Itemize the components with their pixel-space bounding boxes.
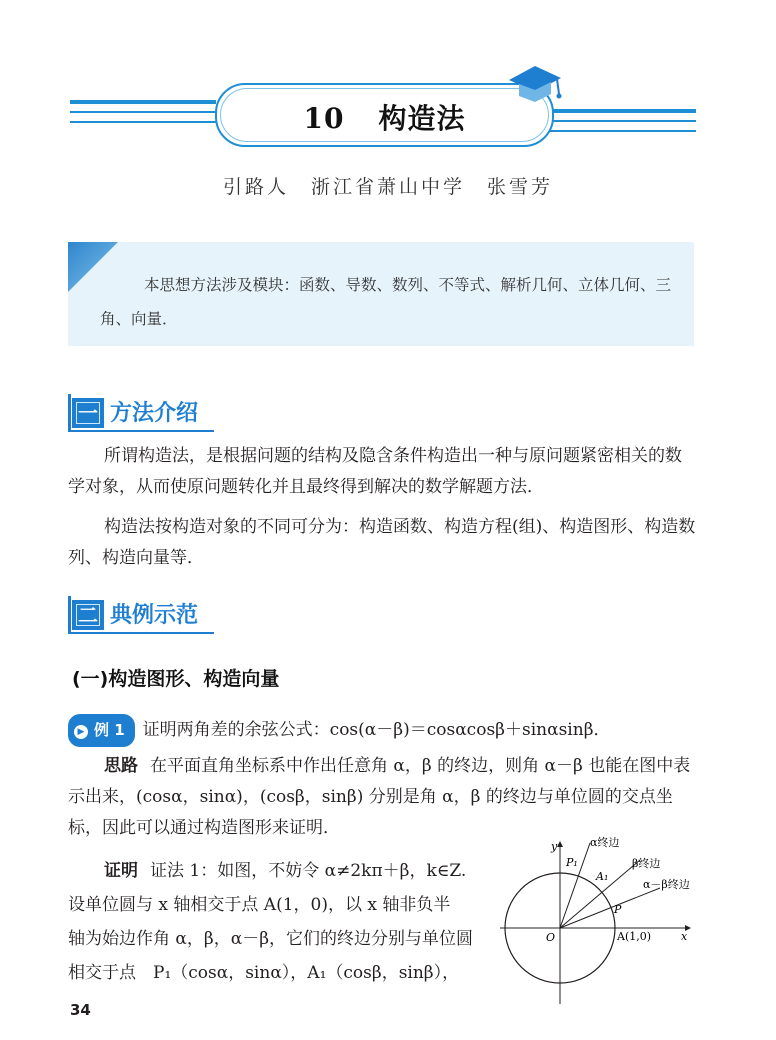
header-line-right-top (549, 109, 696, 113)
example-1-line (68, 714, 696, 747)
label-origin: O (546, 931, 556, 944)
label-beta-side: β终边 (632, 857, 661, 870)
subsection-heading: (一)构造图形、构造向量 (72, 668, 280, 690)
unit-circle-figure (490, 836, 710, 1008)
play-icon: ▶ (74, 725, 88, 739)
label-alpha-minus-beta-side: α－β终边 (643, 878, 690, 891)
label-x: x (681, 930, 688, 943)
label-point-a1: A₁ (596, 870, 609, 883)
header-line-left-bot (70, 121, 216, 123)
header-line-right-mid (549, 120, 696, 122)
example-statement: 证明两角差的余弦公式：cos(α－β)＝cosαcosβ＋sinαsinβ． (142, 720, 611, 740)
abstract-text: 本思想方法涉及模块：函数、导数、数列、不等式、解析几何、立体几何、三角、向量． (100, 276, 672, 328)
label-point-p1: P₁ (566, 856, 578, 869)
section-title: 典例示范 (110, 603, 199, 628)
proof-line-2: 设单位圆与 x 轴相交于点 A(1，0)，以 x 轴非负半 (68, 895, 451, 915)
chapter-title-text: 构造法 (378, 102, 466, 135)
chapter-title (217, 97, 552, 137)
label-point-p: P (614, 903, 622, 916)
proof-line-4: 相交于点 P₁（cosα，sinα），A₁（cosβ，sinβ）， (68, 963, 460, 983)
silu-text: 在平面直角坐标系中作出任意角 α，β 的终边，则角 α－β 也能在图中表示出来，(cosα，sinα)，(cosβ，sinβ) 分别是角 α，β 的终边与单位圆的交点坐标，因此可以通过构造图形来证明． (68, 756, 691, 838)
silu-paragraph (68, 751, 696, 844)
section-badge: 一 (72, 398, 104, 428)
silu-label: 思路 (104, 756, 138, 776)
label-alpha-side: α终边 (590, 836, 620, 849)
method-paragraph-1: 所谓构造法，是根据问题的结构及隐含条件构造出一种与原问题紧密相关的数学对象，从而使原问题转化并且最终得到解决的数学解题方法． (68, 446, 682, 497)
proof-line-1: 证法 1：如图，不妨令 α≠2kπ＋β，k∈Z. (150, 861, 467, 881)
section-badge: 二 (72, 600, 104, 630)
chapter-number: 10 (303, 102, 345, 135)
graduation-cap-icon (505, 58, 565, 106)
label-y: y (551, 840, 558, 853)
example-badge: ▶ 例 1 (68, 714, 135, 747)
proof-paragraph (68, 856, 488, 989)
header-line-left-top (70, 100, 216, 104)
section-title: 方法介绍 (110, 401, 199, 426)
proof-label: 证明 (104, 861, 138, 881)
label-point-a: A(1,0) (617, 930, 652, 943)
proof-line-3: 轴为始边作角 α，β，α－β，它们的终边分别与单位圆 (68, 929, 474, 949)
author-line: 引路人 浙江省萧山中学 张雪芳 (222, 176, 553, 198)
method-paragraph-2: 构造法按构造对象的不同可分为：构造函数、构造方程(组)、构造图形、构造数列、构造向量等． (68, 517, 696, 568)
header-line-left-mid (70, 111, 216, 113)
header-line-right-bot (549, 130, 696, 132)
chapter-title-box (215, 83, 554, 147)
page-number: 34 (70, 1001, 91, 1019)
alpha-minus-beta-terminal-side (560, 888, 660, 928)
